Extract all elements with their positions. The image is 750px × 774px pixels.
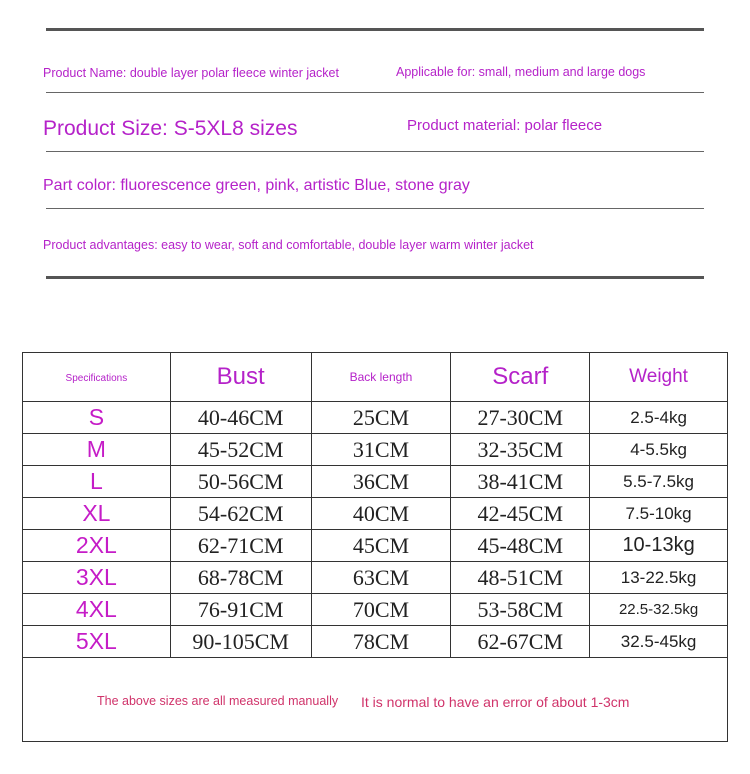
applicable-for: Applicable for: small, medium and large dogs: [396, 65, 646, 79]
bust-cell: 68-78CM: [170, 562, 311, 594]
header-scarf: Scarf: [451, 353, 590, 402]
product-material: Product material: polar fleece: [407, 117, 603, 134]
header-specifications: Specifications: [23, 353, 171, 402]
weight-cell: 2.5-4kg: [590, 402, 728, 434]
weight-cell: 10-13kg: [590, 530, 728, 562]
table-row: [23, 466, 728, 498]
measurement-note: [23, 668, 727, 741]
product-size: Product Size: S-5XL8 sizes: [43, 117, 298, 140]
bust-cell: 50-56CM: [170, 466, 311, 498]
divider-3: [46, 208, 704, 209]
product-advantages: Product advantages: easy to wear, soft and comfortable, double layer warm winter jacket: [43, 238, 534, 252]
weight-cell: 4-5.5kg: [590, 434, 728, 466]
weight-cell: 22.5-32.5kg: [590, 594, 728, 626]
back-length-cell: 36CM: [311, 466, 451, 498]
weight-cell: 5.5-7.5kg: [590, 466, 728, 498]
scarf-cell: 38-41CM: [451, 466, 590, 498]
table-row: [23, 594, 728, 626]
size-cell: 4XL: [23, 594, 171, 626]
table-row: [23, 498, 728, 530]
note-error: It is normal to have an error of about 1-3cm: [361, 694, 630, 710]
table-row: [23, 402, 728, 434]
back-length-cell: 40CM: [311, 498, 451, 530]
table-row: [23, 434, 728, 466]
header-bust: Bust: [170, 353, 311, 402]
scarf-cell: 45-48CM: [451, 530, 590, 562]
size-cell: S: [23, 402, 171, 434]
top-divider: [46, 28, 704, 31]
header-row: [23, 353, 728, 402]
back-length-cell: 78CM: [311, 626, 451, 658]
size-table: [22, 352, 728, 742]
bust-cell: 45-52CM: [170, 434, 311, 466]
part-color: Part color: fluorescence green, pink, artistic Blue, stone gray: [43, 177, 470, 194]
header-weight: Weight: [590, 353, 728, 402]
size-cell: 5XL: [23, 626, 171, 658]
bust-cell: 62-71CM: [170, 530, 311, 562]
size-cell: XL: [23, 498, 171, 530]
size-cell: M: [23, 434, 171, 466]
bust-cell: 76-91CM: [170, 594, 311, 626]
product-name: Product Name: double layer polar fleece winter jacket: [43, 66, 339, 80]
back-length-cell: 70CM: [311, 594, 451, 626]
header-back-length: Back length: [311, 353, 451, 402]
size-cell: 3XL: [23, 562, 171, 594]
note-manual: The above sizes are all measured manually: [97, 694, 339, 708]
scarf-cell: 62-67CM: [451, 626, 590, 658]
bust-cell: 54-62CM: [170, 498, 311, 530]
table-row: [23, 562, 728, 594]
bottom-divider: [46, 276, 704, 279]
size-grid: [22, 352, 728, 658]
table-row: [23, 530, 728, 562]
weight-cell: 32.5-45kg: [590, 626, 728, 658]
weight-cell: 13-22.5kg: [590, 562, 728, 594]
weight-cell: 7.5-10kg: [590, 498, 728, 530]
size-cell: 2XL: [23, 530, 171, 562]
back-length-cell: 31CM: [311, 434, 451, 466]
scarf-cell: 27-30CM: [451, 402, 590, 434]
scarf-cell: 32-35CM: [451, 434, 590, 466]
bust-cell: 40-46CM: [170, 402, 311, 434]
scarf-cell: 42-45CM: [451, 498, 590, 530]
scarf-cell: 48-51CM: [451, 562, 590, 594]
divider-2: [46, 151, 704, 152]
back-length-cell: 45CM: [311, 530, 451, 562]
size-cell: L: [23, 466, 171, 498]
table-row: [23, 626, 728, 658]
divider-1: [46, 92, 704, 93]
bust-cell: 90-105CM: [170, 626, 311, 658]
scarf-cell: 53-58CM: [451, 594, 590, 626]
back-length-cell: 63CM: [311, 562, 451, 594]
back-length-cell: 25CM: [311, 402, 451, 434]
